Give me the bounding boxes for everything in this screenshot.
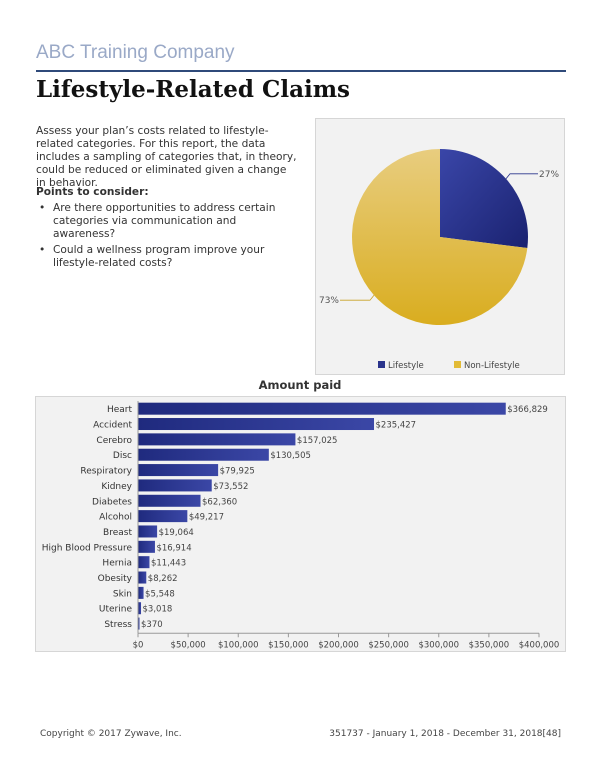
bar-category-label: Disc — [112, 451, 132, 462]
bar-cerebro — [138, 433, 295, 445]
point-item: • Could a wellness program improve your lifestyle-related costs? — [36, 244, 298, 270]
page-title: Lifestyle-Related Claims — [36, 76, 350, 103]
bar-alcohol — [138, 510, 187, 522]
bar-value-label: $19,064 — [158, 527, 194, 538]
x-tick-label: $0 — [132, 640, 144, 651]
header-divider — [36, 70, 566, 72]
bar-category-label: High Blood Pressure — [41, 543, 132, 554]
bar-chart-panel — [35, 396, 566, 652]
bar-value-label: $235,427 — [375, 420, 417, 431]
bar-category-label: Breast — [103, 527, 132, 538]
bar-category-label: Uterine — [98, 604, 132, 615]
bar-value-label: $73,552 — [213, 481, 249, 492]
bar-value-label: $79,925 — [219, 466, 255, 477]
x-tick-label: $350,000 — [468, 640, 510, 651]
x-tick-label: $300,000 — [418, 640, 460, 651]
bar-value-label: $62,360 — [202, 497, 238, 508]
company-name: ABC Training Company — [36, 42, 235, 63]
bar-kidney — [138, 479, 212, 491]
bar-heart — [138, 403, 506, 415]
x-tick-label: $250,000 — [368, 640, 409, 651]
intro-paragraph: Assess your plan’s costs related to lifestyle-related categories. For this report, the data includes a sampling of categories that, in theory, could be reduced or eliminated given a change in behavior. — [36, 125, 297, 189]
points-list — [36, 202, 298, 273]
legend-label: Non-Lifestyle — [464, 361, 520, 371]
x-tick-label: $400,000 — [518, 640, 560, 651]
pie-chart — [316, 119, 564, 374]
bar-value-label: $5,548 — [145, 589, 175, 600]
bar-category-label: Cerebro — [96, 435, 132, 446]
bar-value-label: $11,443 — [150, 558, 187, 569]
bar-category-label: Stress — [104, 620, 132, 631]
footer-copyright: Copyright © 2017 Zywave, Inc. — [40, 729, 182, 739]
bar-value-label: $3,018 — [142, 604, 173, 615]
pie-chart-panel — [315, 118, 565, 375]
bar-value-label: $370 — [141, 620, 163, 631]
bar-category-label: Skin — [112, 589, 132, 600]
footer-report-info: 351737 - January 1, 2018 - December 31, 2018[48] — [329, 729, 561, 739]
bar-skin — [138, 587, 144, 599]
bar-value-label: $49,217 — [188, 512, 224, 523]
legend-swatch-non-lifestyle — [454, 361, 461, 368]
bar-accident — [138, 418, 374, 430]
pie-leader-line — [506, 174, 538, 179]
points-heading: Points to consider: — [36, 186, 149, 198]
pie-leader-line — [340, 295, 374, 300]
bar-category-label: Alcohol — [99, 512, 132, 523]
pie-data-label: 73% — [318, 296, 339, 307]
pie-slice-lifestyle — [440, 149, 528, 248]
bar-diabetes — [138, 495, 201, 507]
bar-chart — [36, 397, 565, 651]
bar-value-label: $130,505 — [270, 451, 311, 462]
bar-chart-title: Amount paid — [258, 378, 342, 392]
bar-category-label: Kidney — [101, 481, 132, 492]
x-tick-label: $50,000 — [170, 640, 206, 651]
bar-category-label: Accident — [93, 420, 132, 431]
bar-category-label: Respiratory — [80, 466, 132, 477]
legend-label: Lifestyle — [388, 361, 424, 371]
bar-value-label: $366,829 — [507, 405, 548, 416]
bar-high-blood-pressure — [138, 541, 155, 553]
x-tick-label: $200,000 — [318, 640, 359, 651]
point-item: • Are there opportunities to address certain categories via communication and awareness? — [36, 202, 298, 241]
bar-value-label: $8,262 — [147, 574, 178, 585]
bar-disc — [138, 449, 269, 461]
bar-respiratory — [138, 464, 218, 476]
x-tick-label: $150,000 — [268, 640, 309, 651]
bar-hernia — [138, 556, 149, 568]
bar-value-label: $16,914 — [156, 543, 192, 554]
bar-category-label: Hernia — [102, 558, 132, 569]
bar-value-label: $157,025 — [296, 435, 338, 446]
legend-swatch-lifestyle — [378, 361, 385, 368]
bar-obesity — [138, 572, 146, 584]
bar-category-label: Diabetes — [92, 497, 132, 508]
bar-category-label: Obesity — [97, 574, 132, 585]
bar-category-label: Heart — [106, 405, 132, 416]
bar-breast — [138, 525, 157, 537]
x-tick-label: $100,000 — [217, 640, 259, 651]
pie-data-label: 27% — [539, 169, 560, 180]
